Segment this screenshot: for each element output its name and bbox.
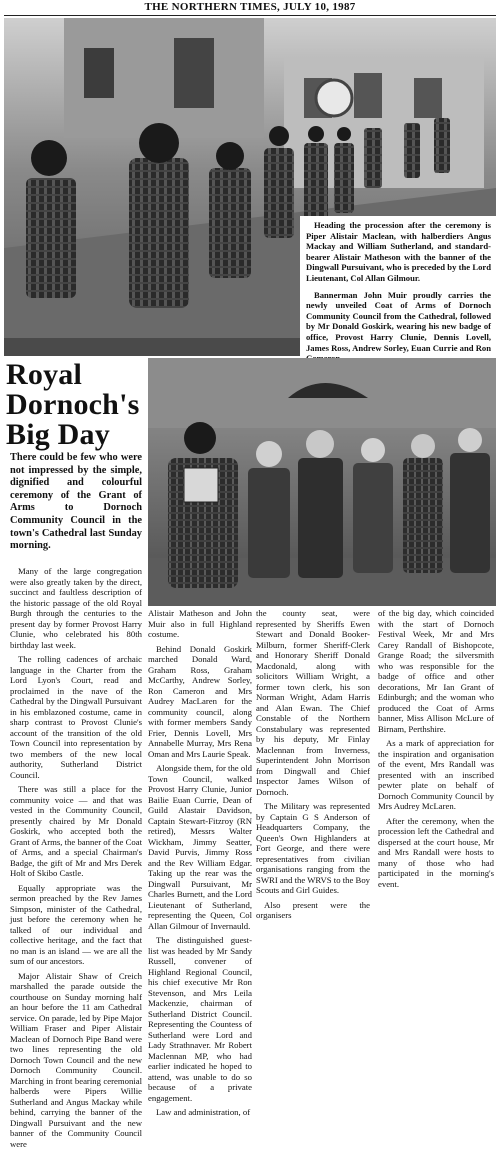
article-paragraph: The rolling cadences of archaic language in the Charter from the Lord Lyon's Court, read and proclaimed in the nave of the Cathedral by the Dingwall Pursuivant in his emblazoned costume, came in sharp contrast to Provost Clunie's account of the transition of the old Town Council into representation by two members of the new local authority, Sutherland District Council.	[10, 654, 142, 780]
article-column-1	[10, 566, 142, 1153]
article-paragraph: Behind Donald Goskirk marched Donald Ward, Graham Ross, Graham McCarthy, Andrew Sorley, Ron Cameron and Mrs Audrey MacLaren for the community council, along with former members Sandy Frier, Dennis Lovell, Mrs Annabelle Murray, Mrs Rena Oman and Mrs Laurie Speak.	[148, 643, 252, 759]
article-paragraph: Alongside them, for the old Town Council, walked Provost Harry Clunie, Junior Bailie Euan Currie, Dean of Guild Alastair Davidson, Captain Stewart-Fitzroy (RN retired), Messrs Walter Wickham, Jimmy Seatter, David Purvis, Jimmy Ross and the Rev William Edgar. Taking up the rear was the Dingwall Pursuivant, Mr Charles Burnett, and the Lord Lieutenant of Sutherland, representing the Queen, Col Allan Gilmour of Invernauld.	[148, 763, 252, 931]
article-column-3	[256, 608, 370, 925]
article-paragraph: The distinguished guest-list was headed by Mr Sandy Russell, convener of Highland Regional Council, his chief executive Mr Ron Stevenson, and Mrs Leila Mackenzie, chairman of Sutherland District Council. Representing the Countess of Sutherland were Lord and Lady Strathnaver. Mr Robert Maclennan MP, who had earlier indicated he hoped to attend, was unable to do so because of a private engagement.	[148, 935, 252, 1103]
masthead-rule	[4, 15, 496, 16]
lead-paragraph: There could be few who were not impressed by the simple, dignified and colourful ceremony of the Grant of Arms to Dornoch Community Council in the town's Cathedral last Sunday morning.	[10, 452, 142, 552]
article-column-4	[378, 608, 494, 893]
headline: Royal Dornoch's Big Day	[6, 358, 140, 451]
article-paragraph: of the big day, which coincided with the start of Dornoch Festival Week, Mr and Mrs Carey Randall of Bishopcote, Grange Road; the silversmith who was responsible for the badge of office and other decorations, Mr Ian Grant of Edinburgh; and the woman who produced the Coat of Arms banner, Miss Allison McLure of Birnam, Perthshire.	[378, 608, 494, 734]
article-paragraph: As a mark of appreciation for the inspiration and organisation of the event, Mrs Randall was presented with an inscribed pewter plate on behalf of Dornoch Community Council by Mrs Audrey McLaren.	[378, 738, 494, 811]
article-paragraph: Law and administration, of	[156, 1107, 251, 1117]
article-column-2	[148, 608, 252, 1122]
caption-paragraph: Heading the procession after the ceremony is Piper Alistair Maclean, with halberdiers Angus Mackay and William Sutherland, and standard-bearer Alistair Matheson with the banner of the Dingwall Pursuivant, who is preceded by the Lord Lieutenant, Col Allan Gilmour.	[306, 220, 491, 283]
bannerman-photo	[148, 358, 496, 606]
article-paragraph: After the ceremony, when the procession left the Cathedral and dispersed at the court house, Mr and Mrs Randall were hosts to many of those who had participated in the morning's event.	[378, 815, 494, 889]
article-paragraph: Many of the large congregation were also greatly taken by the direct, succinct and faultless description of the historic passage of the old Royal Burgh through the centuries to the present day by former Provost Harry Clunie, who celebrated his 80th birthday last week.	[10, 566, 142, 650]
photo-caption	[300, 216, 496, 356]
article-paragraph: There was still a place for the community voice — and that was vested in the Community Council, presently chaired by Mr Donald Goskirk, who accepted both the Grant of Arms, the banner of the Coat of Arms, and a special Chairman's Badge, the gift of Mr and Mrs Derek Holt of Skibo Castle.	[10, 784, 142, 878]
article-paragraph: Equally appropriate was the sermon preached by the Rev James Simpson, minister of the Cathedral, just before the ceremony when he talked of our individual and collective heritage, and the fact that no man is an island — we are all the sum of our ancestors.	[10, 882, 142, 966]
article-paragraph: Major Alistair Shaw of Creich marshalled the parade outside the courthouse on Sunday morning half an hour before the 11 am Cathedral service. On parade, led by Pipe Major William Fraser and Piper Alistair Maclean of Dornoch Pipe Band were two lines representing the old Dornoch Town Council and the new Dornoch Community Council. Marching in front bearing ceremonial halberds were Pipers Willie Sutherland and Angus Mackay while behind, carrying the banner of the Dingwall Pursuivant and the new banner of the Community Council were	[10, 970, 142, 1149]
article-paragraph: the county seat, were represented by Sheriffs Ewen Stewart and Donald Booker-Milburn, former Sheriff-Clerk and Honorary Sheriff Donald Macdonald, along with solicitors William Wright, a former town clerk, his son Norman Wright, Adam Harris and Alan Ewan. The Chief Constable of the Northern Constabulary was represented by his deputy, Mr Finlay Maclennan from Inverness, Superintendent John Morrison from Dingwall and Chief Inspector James Wilson of Dornoch.	[256, 608, 370, 797]
article-paragraph: Also present were the organisers	[256, 899, 370, 920]
masthead: THE NORTHERN TIMES, JULY 10, 1987	[144, 1, 356, 13]
caption-paragraph: Bannerman John Muir proudly carries the newly unveiled Coat of Arms of Dornoch Community Council from the Cathedral, followed by Mr Donald Goskirk, wearing his new badge of office, Provost Harry Clunie, Dennis Lovell, James Ross, Andrew Sorley, Euan Currie and Ron	[306, 289, 491, 353]
article-paragraph: The Military was represented by Captain G S Anderson of Headquarters Company, the Queen's Own Highlanders at Fort George, and there were representatives from civilian organisations ranging from the SWRI and the WRVS to the Boy Scouts and Girl Guides.	[256, 801, 371, 895]
article-paragraph: Alistair Matheson and John Muir also in full Highland costume.	[148, 608, 252, 639]
